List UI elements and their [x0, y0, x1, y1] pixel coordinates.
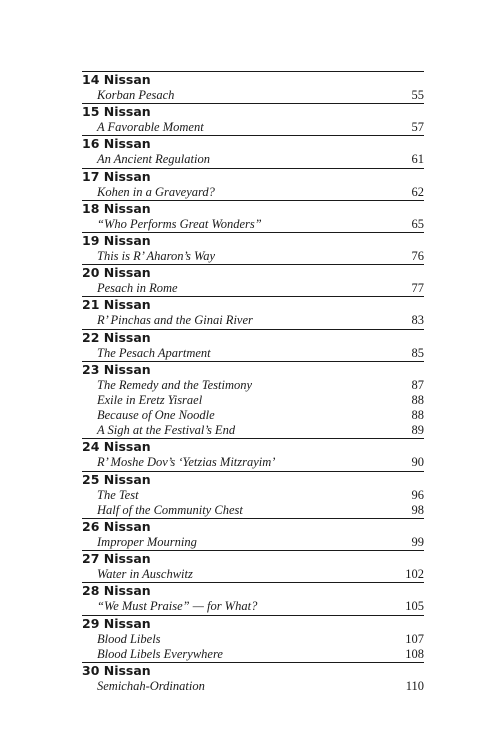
entry-page-number: 88	[411, 392, 424, 407]
toc-section	[82, 135, 424, 167]
entry-title: A Favorable Moment	[97, 120, 204, 135]
toc-section	[82, 71, 424, 103]
toc-section	[82, 264, 424, 296]
toc-entry	[82, 408, 424, 423]
section-heading: 24 Nissan	[82, 438, 424, 455]
toc-entry	[82, 503, 424, 518]
toc-section	[82, 518, 424, 550]
section-heading: 30 Nissan	[82, 662, 424, 679]
toc-entry	[82, 679, 424, 694]
toc-section	[82, 615, 424, 662]
toc-entry	[82, 313, 424, 328]
entry-page-number: 96	[411, 487, 424, 502]
entry-page-number: 90	[411, 455, 424, 470]
toc-entry	[82, 393, 424, 408]
table-of-contents	[82, 71, 424, 694]
toc-entry	[82, 599, 424, 614]
entry-title: R’ Pinchas and the Ginai River	[97, 313, 253, 328]
section-heading: 16 Nissan	[82, 135, 424, 152]
entry-page-number: 62	[411, 184, 424, 199]
entry-title: A Sigh at the Festival’s End	[97, 423, 236, 438]
toc-section	[82, 471, 424, 518]
section-heading: 23 Nissan	[82, 361, 424, 378]
toc-entry	[82, 423, 424, 438]
toc-entry	[82, 152, 424, 167]
entry-title: This is R’ Aharon’s Way	[97, 248, 216, 263]
toc-entry	[82, 378, 424, 393]
toc-entry	[82, 488, 424, 503]
toc-section	[82, 232, 424, 264]
toc-section	[82, 550, 424, 582]
toc-section	[82, 329, 424, 361]
toc-entry	[82, 535, 424, 550]
toc-entry	[82, 217, 424, 232]
entry-title: The Pesach Apartment	[97, 345, 211, 360]
toc-entry	[82, 120, 424, 135]
entry-page-number: 98	[411, 502, 424, 517]
toc-entry	[82, 346, 424, 361]
entry-title: Exile in Eretz Yisrael	[97, 392, 203, 407]
entry-title: “Who Performs Great Wonders”	[97, 216, 262, 231]
toc-section	[82, 103, 424, 135]
section-heading: 15 Nissan	[82, 103, 424, 120]
toc-section	[82, 662, 424, 694]
entry-title: R’ Moshe Dov’s ‘Yetzias Mitzrayim’	[97, 455, 276, 470]
section-heading: 17 Nissan	[82, 168, 424, 185]
entry-title: The Remedy and the Testimony	[97, 377, 253, 392]
toc-entry	[82, 632, 424, 647]
entry-page-number: 87	[411, 377, 424, 392]
toc-entry	[82, 249, 424, 264]
section-heading: 22 Nissan	[82, 329, 424, 346]
entry-title: Semichah-Ordination	[97, 678, 205, 693]
toc-entry	[82, 647, 424, 662]
entry-page-number: 88	[411, 408, 424, 423]
entry-title: The Test	[97, 487, 139, 502]
toc-section	[82, 438, 424, 470]
entry-title: Blood Libels	[97, 631, 161, 646]
toc-section	[82, 200, 424, 232]
entry-page-number: 77	[411, 281, 424, 296]
section-heading: 26 Nissan	[82, 518, 424, 535]
entry-title: Improper Mourning	[97, 535, 197, 549]
toc-entry	[82, 281, 424, 296]
section-heading: 19 Nissan	[82, 232, 424, 249]
entry-page-number: 105	[405, 599, 424, 614]
entry-title: Pesach in Rome	[97, 281, 178, 296]
entry-page-number: 102	[405, 567, 424, 582]
entry-title: Half of the Community Chest	[97, 502, 243, 517]
entry-title: Blood Libels Everywhere	[97, 646, 223, 661]
toc-section	[82, 296, 424, 328]
entry-page-number: 55	[411, 88, 424, 102]
section-heading: 29 Nissan	[82, 615, 424, 632]
entry-page-number: 89	[411, 423, 424, 438]
entry-page-number: 57	[411, 120, 424, 135]
entry-title: Because of One Noodle	[97, 408, 215, 423]
toc-section	[82, 582, 424, 614]
entry-title: Water in Auschwitz	[97, 567, 193, 582]
section-heading: 14 Nissan	[82, 71, 424, 88]
entry-page-number: 65	[411, 216, 424, 231]
entry-page-number: 76	[411, 248, 424, 263]
entry-title: Kohen in a Graveyard?	[97, 184, 215, 199]
section-heading: 25 Nissan	[82, 471, 424, 488]
entry-page-number: 99	[411, 535, 424, 549]
toc-entry	[82, 455, 424, 470]
entry-page-number: 85	[411, 345, 424, 360]
section-heading: 18 Nissan	[82, 200, 424, 217]
entry-page-number: 110	[405, 678, 424, 693]
toc-entry	[82, 567, 424, 582]
section-heading: 21 Nissan	[82, 296, 424, 313]
entry-title: An Ancient Regulation	[97, 152, 210, 167]
entry-page-number: 61	[411, 152, 424, 167]
toc-section	[82, 361, 424, 439]
toc-section	[82, 168, 424, 200]
entry-title: Korban Pesach	[97, 88, 175, 102]
entry-page-number: 83	[411, 313, 424, 328]
section-heading: 28 Nissan	[82, 582, 424, 599]
toc-entry	[82, 88, 424, 103]
entry-page-number: 108	[405, 646, 424, 661]
entry-page-number: 107	[405, 631, 424, 646]
toc-entry	[82, 185, 424, 200]
section-heading: 20 Nissan	[82, 264, 424, 281]
entry-title: “We Must Praise” — for What?	[97, 599, 258, 614]
section-heading: 27 Nissan	[82, 550, 424, 567]
